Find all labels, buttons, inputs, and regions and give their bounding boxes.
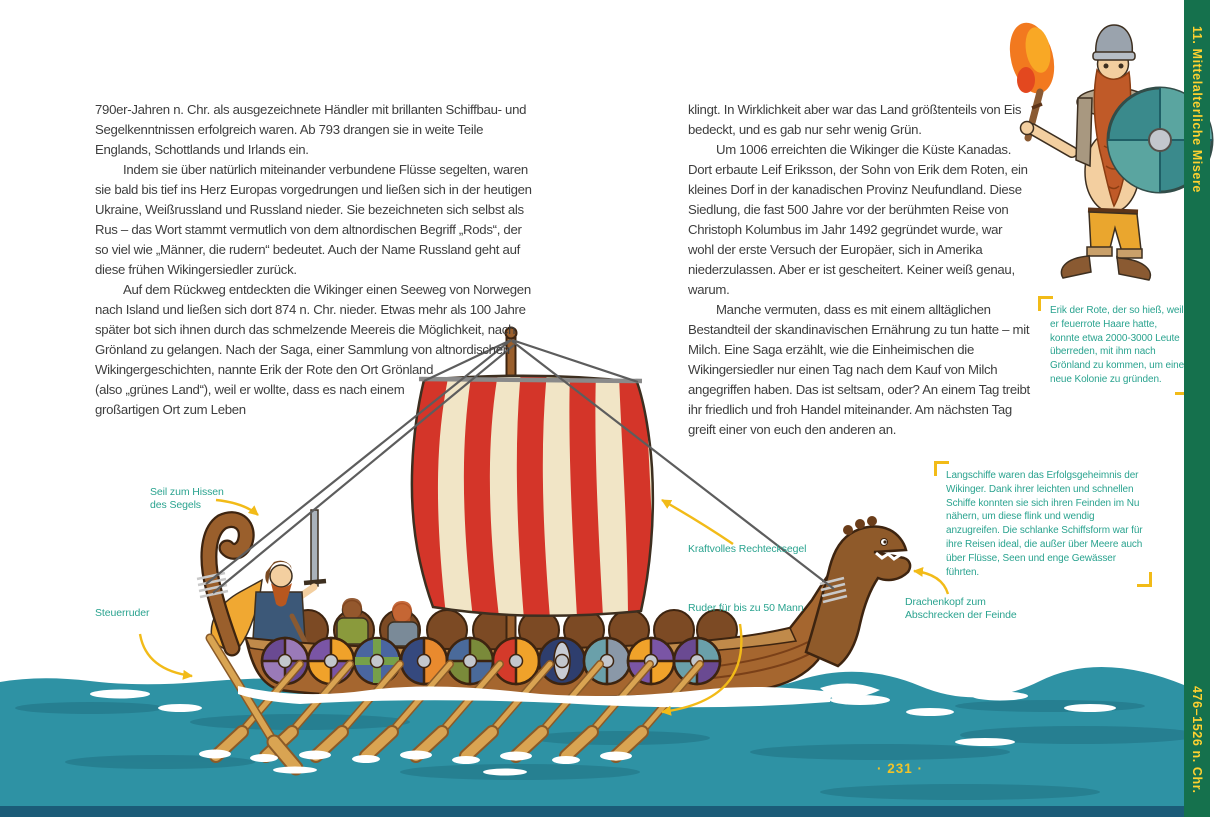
page-number: · 231 · (876, 761, 924, 776)
label-steering-oar: Steuerruder (95, 607, 150, 619)
shield (674, 638, 720, 684)
chapter-years-vertical: 476–1526 n. Chr. (1190, 686, 1204, 794)
shield (308, 638, 354, 684)
paragraph: Indem sie über natürlich miteinander verbundene Flüsse segelten, waren sie bald bis tief ins Herz Europas vorgedrungen und ließen sich in der heutigen Ukraine, Weißrussland und Russland nieder. Sie bezeichneten sich selbst als Rus – das Wort stammt vermutlich von dem altnordischen Begriff „Rods“, der so viel wie „Männer, die rudern“ bedeutet. Auch der Name Russland geht auf diese frühen Wikingersiedler zurück. (95, 162, 532, 277)
paragraph: 790er-Jahren n. Chr. als ausgezeichnete Händler mit brillanten Schiffbau- und Segelkenntnissen erfolgreich waren. Ab 793 drangen sie in weite Teile Englands, Schottlands und Irlands ein. (95, 102, 527, 157)
sidenote-longships: Langschiffe waren das Erfolgsgeheimnis der Wikinger. Dank ihrer leichten und schnellen Schiffe konnten sie sich ihren Feinden im Nu nähern, um diese flink und wendig anzugreifen. Die schlanke Schiffsform war für ihre Reisen ideal, die außer über Meere auch über Flüsse, Seen und enge Gewässer führten. (934, 461, 1152, 587)
helmet-icon (1093, 25, 1135, 60)
sword-icon (311, 510, 318, 586)
paragraph: Auf dem Rückweg entdeckten die Wikinger einen Seeweg von Norwegen nach Island und ließen sich dort 874 n. Chr. nieder. Etwas mehr als 100 Jahre später bot sich ihnen durch das schmelzende Meereis die Möglichkeit, nach Grönland zu gelangen. Nach der Saga, einer Sammlung von altnordischen Wikingergeschichten, nannte Erik der Rote den Ort Grönland (also „grünes Land“), weil er wollte, dass es nach einem großartigen Ort zum Leben (95, 282, 531, 417)
dragon-head (806, 516, 910, 666)
sail-arrow (662, 500, 733, 544)
paragraph: Manche vermuten, dass es mit einem alltäglichen Bestandteil der skandinavischen Ernährung zu tun hatte – mit Milch. Eine Saga erzählt, wie die Einheimischen die Wikingersiedler nur einen Tag nach dem Kauf von Milch angegriffen haben. Das ist seltsam, oder? An einem Tag treibt ihr friedlich und froh Handel miteinander. Am nächsten Tag greift einer von euch den anderen an. (688, 302, 1030, 437)
label-oars: Ruder für bis zu 50 Mann (688, 602, 804, 614)
left-text-column (95, 100, 532, 470)
rower-viking-1 (337, 598, 368, 644)
label-sail: Kraftvolles Rechtecksegel (688, 543, 807, 555)
sidenote-erik-der-rote: Erik der Rote, der so hieß, weil er feuerrote Haare hatte, konnte etwa 2000-3000 Leute überreden, mit ihm nach Grönland zu kommen, um eine neue Kolonie zu gründen. (1038, 296, 1190, 395)
steering-oar-arrow (140, 634, 192, 676)
water-deep-band (0, 806, 1184, 817)
label-dragon-head: Drachenkopf zum Abschrecken der Feinde (905, 596, 1017, 621)
label-sail-rope: Seil zum Hissen des Segels (150, 486, 224, 511)
shield (539, 638, 585, 684)
paragraph: Um 1006 erreichten die Wikinger die Küste Kanadas. Dort erbaute Leif Eriksson, der Sohn von Erik dem Roten, ein kleines Dorf in der kanadischen Provinz Neufundland. Diese Siedlung, die fast 500 Jahre vor der berühmten Reise von Christoph Kolumbus im Jahr 1492 gegründet wurde, war wohl der erste Versuch der Europäer, sich in Amerika niederzulassen. Aber er ist gescheitert. Keiner weiß genau, warum. (688, 142, 1028, 297)
chapter-title-vertical: 11. Mittelalterliche Misere (1190, 26, 1204, 193)
paragraph: klingt. In Wirklichkeit aber war das Land größtenteils von Eis bedeckt, und es gab nur sehr wenig Grün. (688, 102, 1022, 137)
